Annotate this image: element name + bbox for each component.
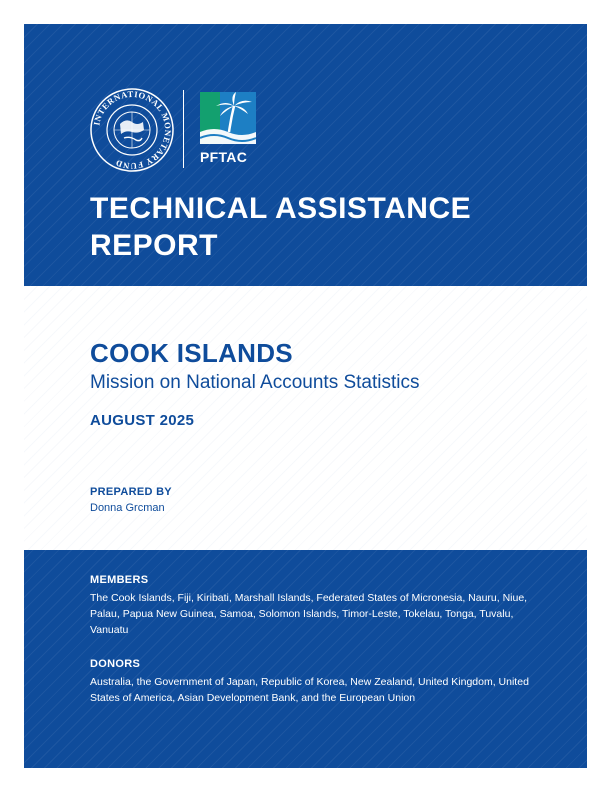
pftac-palm-icon xyxy=(200,92,256,144)
svg-text:INTERNATIONAL MONETARY FUND: INTERNATIONAL MONETARY FUND xyxy=(91,88,174,172)
logo-divider xyxy=(183,90,184,168)
donors-label: DONORS xyxy=(90,658,141,670)
prepared-by-label: PREPARED BY xyxy=(90,486,172,498)
members-text: The Cook Islands, Fiji, Kiribati, Marshall Islands, Federated States of Micronesia, Nauru, Niue, Palau, Papua New Guinea, Samoa, Solomon Islands, Timor-Leste, Tokelau, Tonga, Tuvalu, Vanuatu xyxy=(90,592,528,636)
report-cover xyxy=(24,24,587,768)
report-title-line1: TECHNICAL ASSISTANCE xyxy=(90,192,472,225)
mission-subtitle: Mission on National Accounts Statistics xyxy=(90,372,420,393)
donors-text: Australia, the Government of Japan, Republic of Korea, New Zealand, United Kingdom, United States of America, Asian Development Bank, and the European Union xyxy=(90,676,529,704)
report-date: AUGUST 2025 xyxy=(90,412,195,429)
members-label: MEMBERS xyxy=(90,574,149,586)
title-panel xyxy=(24,286,587,550)
imf-seal-icon xyxy=(90,88,174,172)
country-name: COOK ISLANDS xyxy=(90,338,293,368)
pftac-logo-text: PFTAC xyxy=(200,149,248,165)
prepared-by-name: Donna Grcman xyxy=(90,502,165,514)
report-title xyxy=(90,190,560,264)
report-title-line2: REPORT xyxy=(90,229,219,262)
